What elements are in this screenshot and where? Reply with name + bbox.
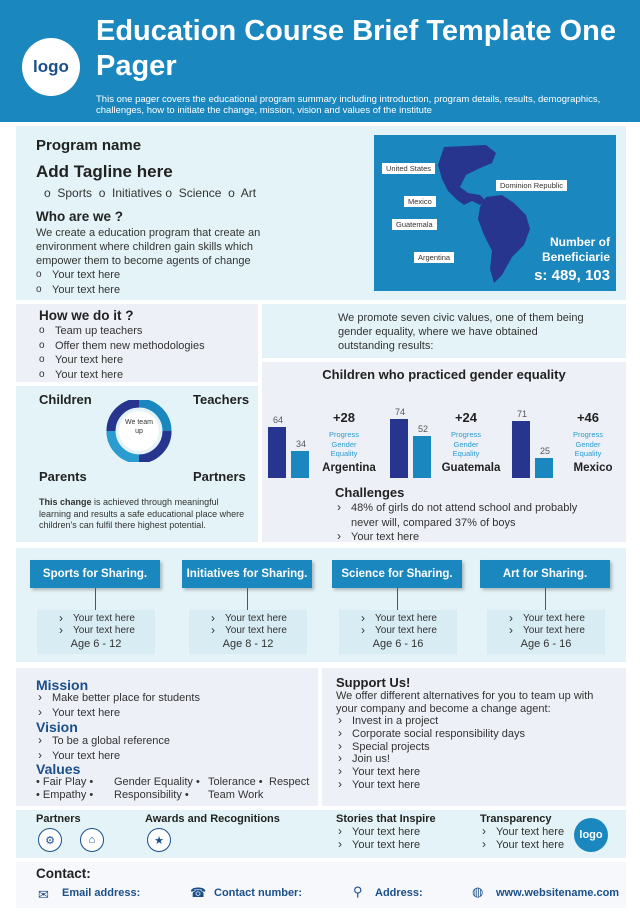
age-range: Age 6 - 16 bbox=[372, 638, 424, 650]
cycle-children: Children bbox=[39, 392, 92, 407]
change-label: Progress Gender Equality bbox=[328, 430, 359, 458]
value-item: Responsibility • bbox=[114, 789, 189, 801]
age-card-title: Initiatives for Sharing. bbox=[182, 560, 312, 588]
challenges-title: Challenges bbox=[335, 485, 405, 500]
age-card-box bbox=[189, 610, 307, 654]
bar-value-label: 25 bbox=[539, 446, 550, 456]
bar-value-label: 71 bbox=[516, 409, 527, 420]
awards-title: Awards and Recognitions bbox=[145, 813, 280, 825]
beneficiaries-label-line-1: Number of bbox=[550, 235, 610, 249]
list-item: › Your text here bbox=[335, 530, 600, 545]
beneficiaries-value: s: 489, 103 bbox=[534, 267, 610, 284]
mission-list bbox=[36, 691, 200, 720]
program-name: Program name bbox=[36, 137, 142, 154]
value-item: • Empathy • bbox=[36, 789, 94, 801]
mission-title: Mission bbox=[36, 677, 89, 693]
vision-title: Vision bbox=[36, 719, 78, 735]
change-value: +28 bbox=[332, 410, 356, 425]
map-label-united-states: United States bbox=[382, 163, 435, 174]
list-item: › Corporate social responsibility days bbox=[336, 728, 525, 741]
bar-mexico-series-2 bbox=[535, 458, 553, 478]
list-item: › Your text here bbox=[480, 826, 564, 839]
change-value: +46 bbox=[576, 410, 600, 425]
map-label-dominion-republic: Dominion Republic bbox=[496, 180, 567, 191]
bar-guatemala-series-2 bbox=[413, 436, 431, 478]
map-label-guatemala: Guatemala bbox=[392, 219, 437, 230]
age-card-list bbox=[209, 613, 287, 637]
program-tagline: Add Tagline here bbox=[36, 162, 173, 181]
value-text: Responsibility bbox=[114, 789, 182, 801]
vision-list bbox=[36, 734, 170, 763]
age-range: Age 8 - 12 bbox=[222, 638, 274, 650]
age-card-box bbox=[487, 610, 605, 654]
list-item: › Your text here bbox=[507, 625, 585, 637]
bar-guatemala-series-1 bbox=[390, 419, 408, 478]
category-label: Mexico bbox=[573, 462, 613, 474]
bar-mexico-series-1 bbox=[512, 421, 530, 478]
cycle-parents: Parents bbox=[39, 469, 87, 484]
partner-icon: ⌂ bbox=[80, 828, 104, 852]
list-item: › Your text here bbox=[57, 613, 135, 625]
phone-icon: ☎ bbox=[190, 885, 207, 900]
partner-icon: ⚙ bbox=[38, 828, 62, 852]
address-label: Address: bbox=[375, 887, 423, 899]
list-item: › Your text here bbox=[209, 613, 287, 625]
email-icon: ✉ bbox=[38, 887, 49, 902]
category-label: Guatemala bbox=[441, 462, 501, 474]
value-text: Respect bbox=[269, 776, 310, 788]
list-item: › Your text here bbox=[36, 706, 200, 721]
how-list bbox=[39, 324, 205, 382]
age-card-title: Science for Sharing. bbox=[332, 560, 462, 588]
list-item: › Special projects bbox=[336, 741, 525, 754]
age-range: Age 6 - 12 bbox=[70, 638, 122, 650]
age-connector bbox=[545, 588, 546, 610]
list-item: o Your text here bbox=[39, 353, 205, 368]
who-title: Who are we ? bbox=[36, 209, 124, 224]
list-item: › Your text here bbox=[36, 749, 170, 764]
website-link[interactable]: www.websitename.com bbox=[496, 887, 620, 899]
bar-argentina-series-2 bbox=[291, 451, 309, 478]
globe-icon: ◍ bbox=[472, 884, 484, 899]
chart-title: Children who practiced gender equality bbox=[322, 367, 566, 382]
beneficiaries-label bbox=[524, 235, 610, 265]
value-item bbox=[269, 776, 309, 788]
cycle-note bbox=[39, 497, 251, 532]
program-tags: o Sports o Initiatives o Science o Art bbox=[44, 186, 257, 200]
age-card-list bbox=[359, 613, 437, 637]
partners-title: Partners bbox=[36, 813, 81, 825]
list-item: › Your text here bbox=[359, 625, 437, 637]
support-list bbox=[336, 715, 525, 792]
change-value: +24 bbox=[454, 410, 478, 425]
list-item: o Your text here bbox=[39, 368, 205, 383]
list-item: › Your text here bbox=[336, 839, 420, 852]
who-text: We create a education program that create an environment where children gain skills which empower them to become agents of change bbox=[36, 227, 261, 267]
value-item: Tolerance • bbox=[208, 776, 263, 788]
list-item: › Your text here bbox=[507, 613, 585, 625]
list-item: › Your text here bbox=[359, 613, 437, 625]
value-item: • Fair Play • bbox=[36, 776, 94, 788]
value-text: Team Work bbox=[208, 789, 264, 801]
value-item: Gender Equality • bbox=[114, 776, 200, 788]
stories-list bbox=[336, 826, 420, 851]
list-item: › Invest in a project bbox=[336, 715, 525, 728]
header-logo: logo bbox=[22, 38, 80, 96]
chart-area bbox=[262, 384, 626, 484]
age-card-list bbox=[57, 613, 135, 637]
values-title: Values bbox=[36, 761, 81, 777]
cycle-note-bold: This change bbox=[39, 497, 92, 507]
map-label-mexico: Mexico bbox=[404, 196, 436, 207]
list-item: o Your text here bbox=[36, 268, 120, 283]
bar-argentina-series-1 bbox=[268, 427, 286, 478]
bar-value-label: 64 bbox=[272, 414, 283, 425]
page-subtitle: This one pager covers the educational program summary including introduction, program details, results, demographics, challenges, how to initiate the change, mission, vision and values of the institute bbox=[96, 94, 601, 116]
beneficiaries-label-line-2: Beneficiarie bbox=[541, 250, 610, 264]
change-label: Progress Gender Equality bbox=[572, 430, 603, 458]
transparency-title: Transparency bbox=[480, 813, 552, 825]
challenges-list bbox=[335, 501, 600, 545]
list-item: › Your text here bbox=[480, 839, 564, 852]
list-item: › Your text here bbox=[209, 625, 287, 637]
email-label: Email address: bbox=[62, 887, 141, 899]
value-item bbox=[208, 789, 263, 801]
transparency-list bbox=[480, 826, 564, 851]
value-text: Gender Equality bbox=[114, 776, 193, 788]
age-card-list bbox=[507, 613, 585, 637]
location-pin-icon: ⚲ bbox=[353, 884, 363, 899]
list-item: › Join us! bbox=[336, 753, 525, 766]
promote-text: We promote seven civic values, one of them being gender equality, where we have obtained outstanding results: bbox=[338, 312, 584, 352]
cycle-note-rest: is achieved through meaningful learning and results a safe educational place where children's can fulfil there highest potential. bbox=[39, 497, 245, 530]
how-title: How we do it ? bbox=[39, 308, 134, 323]
list-item: › Your text here bbox=[336, 766, 525, 779]
age-card-box bbox=[37, 610, 155, 654]
value-text: Fair Play bbox=[42, 776, 87, 788]
contact-panel bbox=[16, 862, 626, 908]
page-title: Education Course Brief Template One Pager bbox=[96, 15, 616, 82]
age-card-box bbox=[339, 610, 457, 654]
age-connector bbox=[247, 588, 248, 610]
age-range: Age 6 - 16 bbox=[520, 638, 572, 650]
phone-label: Contact number: bbox=[214, 887, 302, 899]
list-item: › Your text here bbox=[336, 779, 525, 792]
age-card-title: Sports for Sharing. bbox=[30, 560, 160, 588]
cycle-partners: Partners bbox=[193, 469, 246, 484]
stories-title: Stories that Inspire bbox=[336, 813, 436, 825]
age-connector bbox=[95, 588, 96, 610]
support-title: Support Us! bbox=[336, 675, 411, 690]
list-item: › Your text here bbox=[336, 826, 420, 839]
map-label-argentina: Argentina bbox=[414, 252, 454, 263]
list-item: › To be a global reference bbox=[36, 734, 170, 749]
cycle-teachers: Teachers bbox=[193, 392, 250, 407]
list-item: › 48% of girls do not attend school and probably never will, compared 37% of boys bbox=[335, 501, 600, 530]
age-card-title: Art for Sharing. bbox=[480, 560, 610, 588]
list-item: › Make better place for students bbox=[36, 691, 200, 706]
cycle-center-text: We team up bbox=[125, 419, 153, 435]
change-label: Progress Gender Equality bbox=[450, 430, 481, 458]
bar-value-label: 52 bbox=[417, 424, 428, 435]
award-icon: ★ bbox=[147, 828, 171, 852]
age-connector bbox=[397, 588, 398, 610]
footer-logo: logo bbox=[574, 818, 608, 852]
value-text: Empathy bbox=[42, 789, 87, 801]
bar-value-label: 74 bbox=[394, 406, 405, 417]
list-item: › Your text here bbox=[57, 625, 135, 637]
support-text: We offer different alternatives for you to team up with your company and become a change agent: bbox=[336, 690, 594, 715]
value-text: Tolerance bbox=[208, 776, 256, 788]
category-label: Argentina bbox=[322, 462, 376, 474]
list-item: o Your text here bbox=[36, 283, 120, 298]
map-box bbox=[374, 135, 616, 291]
list-item: o Team up teachers bbox=[39, 324, 205, 339]
bar-value-label: 34 bbox=[295, 438, 306, 449]
list-item: o Offer them new methodologies bbox=[39, 339, 205, 354]
who-list bbox=[36, 268, 120, 297]
contact-title: Contact: bbox=[36, 866, 91, 881]
